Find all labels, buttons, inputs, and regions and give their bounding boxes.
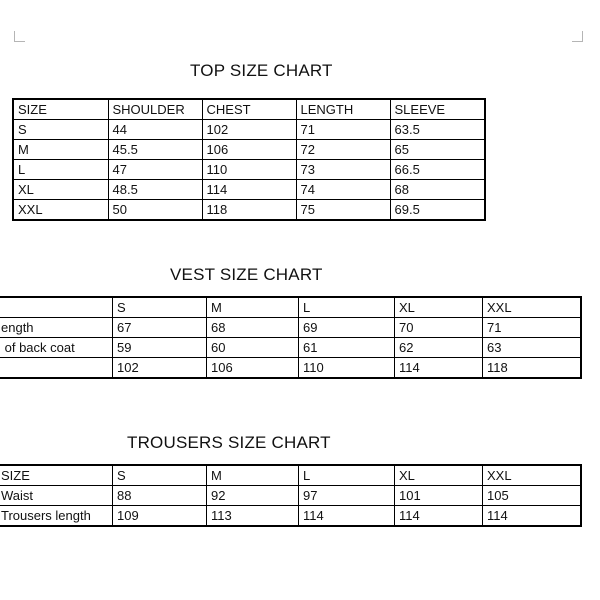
header-cell: XXL	[483, 465, 581, 486]
table-cell: XL	[13, 180, 108, 200]
table-cell: 106	[202, 140, 296, 160]
header-cell: S	[113, 465, 207, 486]
table-cell: 101	[395, 486, 483, 506]
table-cell: 69	[299, 318, 395, 338]
table-cell: 65	[390, 140, 485, 160]
header-cell: XL	[395, 297, 483, 318]
table-cell: M	[13, 140, 108, 160]
table-cell: 110	[202, 160, 296, 180]
header-cell: SHOULDER	[108, 99, 202, 120]
table-cell: 118	[483, 358, 581, 379]
table-header-row	[0, 297, 581, 318]
table-row	[0, 338, 581, 358]
table-cell: 118	[202, 200, 296, 221]
table-row	[0, 318, 581, 338]
table-cell: 114	[483, 506, 581, 527]
table-cell: 88	[113, 486, 207, 506]
table-cell: 67	[113, 318, 207, 338]
header-cell: SLEEVE	[390, 99, 485, 120]
table-cell: 70	[395, 318, 483, 338]
table-cell: XXL	[13, 200, 108, 221]
table-cell: 68	[207, 318, 299, 338]
table-cell: 106	[207, 358, 299, 379]
header-cell: XL	[395, 465, 483, 486]
header-cell: SIZE	[13, 99, 108, 120]
vest-table-viewport	[0, 294, 582, 384]
table-row	[13, 140, 485, 160]
table-header-row	[0, 465, 581, 486]
table-cell: 71	[296, 120, 390, 140]
header-cell: S	[113, 297, 207, 318]
table-cell: 62	[395, 338, 483, 358]
table-cell: 114	[395, 358, 483, 379]
table-cell: 102	[113, 358, 207, 379]
table-cell: 66.5	[390, 160, 485, 180]
table-cell: 114	[395, 506, 483, 527]
table-cell: S	[13, 120, 108, 140]
page-corner-mark-right	[572, 31, 583, 42]
header-cell: L	[299, 297, 395, 318]
table-cell: 48.5	[108, 180, 202, 200]
top-size-table	[12, 98, 486, 221]
table-cell: 114	[299, 506, 395, 527]
table-cell: 68	[390, 180, 485, 200]
vest-size-table	[0, 296, 582, 379]
table-cell	[0, 358, 113, 379]
trousers-table-viewport	[0, 462, 582, 532]
header-cell: SIZE	[0, 465, 113, 486]
table-cell: 71	[483, 318, 581, 338]
table-row	[0, 358, 581, 379]
table-cell: 59	[113, 338, 207, 358]
table-cell: 102	[202, 120, 296, 140]
table-cell: L	[13, 160, 108, 180]
table-header-row	[13, 99, 485, 120]
table-cell: 45.5	[108, 140, 202, 160]
header-cell: M	[207, 465, 299, 486]
page-corner-mark-left	[14, 31, 25, 42]
header-cell: M	[207, 297, 299, 318]
table-cell: of back coat	[0, 338, 113, 358]
table-cell: 105	[483, 486, 581, 506]
table-cell: 110	[299, 358, 395, 379]
table-cell: 92	[207, 486, 299, 506]
table-row	[0, 506, 581, 527]
table-cell: Waist	[0, 486, 113, 506]
table-row	[13, 160, 485, 180]
table-row	[13, 180, 485, 200]
table-cell: 73	[296, 160, 390, 180]
table-cell: ength	[0, 318, 113, 338]
table-cell: 61	[299, 338, 395, 358]
table-row	[13, 200, 485, 221]
header-cell: XXL	[483, 297, 581, 318]
top-size-chart-title: TOP SIZE CHART	[190, 61, 333, 80]
table-cell: 47	[108, 160, 202, 180]
table-cell: 74	[296, 180, 390, 200]
table-cell: 60	[207, 338, 299, 358]
table-cell: 63.5	[390, 120, 485, 140]
table-cell: 69.5	[390, 200, 485, 221]
trousers-size-table	[0, 464, 582, 527]
table-cell: 72	[296, 140, 390, 160]
table-cell: 44	[108, 120, 202, 140]
table-cell: 109	[113, 506, 207, 527]
table-cell: 97	[299, 486, 395, 506]
header-cell: LENGTH	[296, 99, 390, 120]
table-cell: 75	[296, 200, 390, 221]
trousers-size-chart-title: TROUSERS SIZE CHART	[127, 433, 331, 452]
table-cell: 113	[207, 506, 299, 527]
table-cell: Trousers length	[0, 506, 113, 527]
header-cell	[0, 297, 113, 318]
table-cell: 63	[483, 338, 581, 358]
header-cell: CHEST	[202, 99, 296, 120]
table-cell: 114	[202, 180, 296, 200]
vest-size-chart-title: VEST SIZE CHART	[170, 265, 323, 284]
header-cell: L	[299, 465, 395, 486]
table-row	[13, 120, 485, 140]
table-row	[0, 486, 581, 506]
table-cell: 50	[108, 200, 202, 221]
